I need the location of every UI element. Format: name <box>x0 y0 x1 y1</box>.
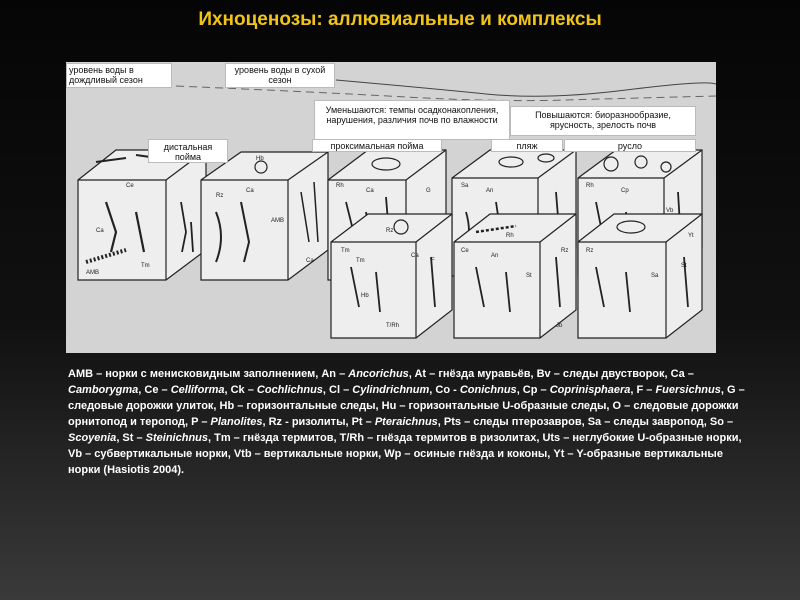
ichnotaxon-code: Rz <box>586 248 594 254</box>
ichnocenosis-figure <box>66 62 716 353</box>
legend-segment: Fuersichnus <box>655 384 721 396</box>
legend-segment: , Ce – <box>138 384 171 396</box>
channel-label: русло <box>564 139 696 152</box>
increase-label: Повышаются: биоразнообразие, ярусность, зрелость почв <box>510 106 696 136</box>
ichnotaxon-code: Ca <box>306 258 314 264</box>
ichnotaxon-code: Jb <box>556 323 563 329</box>
legend-segment: Cochlichnus <box>256 384 323 396</box>
legend-segment: Conichnus <box>459 384 517 396</box>
legend-text <box>68 366 748 478</box>
dry-season-line <box>176 86 716 101</box>
ichnotaxon-code: Ca <box>96 228 104 234</box>
ichnotaxon-code: An <box>491 253 499 259</box>
legend-segment: , Cp – <box>516 384 550 396</box>
legend-segment: Pteraichnus <box>374 416 438 428</box>
dry-season-label: уровень воды в сухой сезон <box>225 63 335 88</box>
wet-season-label: уровень воды в дождливый сезон <box>66 63 172 88</box>
legend-segment: Planolites <box>210 416 263 428</box>
distal-floodplain-label: дистальная пойма <box>148 139 228 163</box>
legend-segment: Steinichnus <box>145 432 208 444</box>
ichnotaxon-code: Rh <box>506 233 514 239</box>
ichnotaxon-code: Sa <box>461 183 469 189</box>
legend-segment: , F – <box>630 384 656 396</box>
legend-segment: Ancorichus <box>348 368 409 380</box>
ichnotaxon-code: Ca <box>411 253 419 259</box>
ichnotaxon-code: T/Rh <box>386 323 400 329</box>
ichnotaxon-code: Tm <box>341 248 350 254</box>
ichnotaxon-code: AMB <box>86 270 100 276</box>
legend-segment: Camborygma <box>68 384 139 396</box>
legend-segment: , At – гнёзда муравьёв, Bv – следы двустворок, Ca – <box>408 368 694 380</box>
legend-segment: Scoyenia <box>68 432 117 444</box>
ichnotaxon-code: Sa <box>651 273 659 279</box>
legend-segment: , Cl – <box>322 384 353 396</box>
decrease-label: Уменьшаются: темпы осадконакопления, нарушения, различия почв по влажности <box>314 100 510 140</box>
slide-title: Ихноценозы: аллювиальные и комплексы <box>198 9 602 30</box>
legend-segment: , Ck – <box>224 384 257 396</box>
ichnotaxon-code: Ca <box>366 188 374 194</box>
legend-segment: , G – следовые дорожки улиток, Hb – горизонтальные следы, Hu – горизонтальные U-образные следы, O – следовые дорожки орнитопод и теропод, P – <box>68 384 745 428</box>
ichnotaxon-code: Hb <box>361 293 369 299</box>
ichnotaxon-code: Cp <box>621 188 629 194</box>
legend-segment: , Rz - ризолиты, Pt – <box>262 416 375 428</box>
ichnotaxon-code: Vb <box>666 208 674 214</box>
ichnotaxon-code: St <box>681 263 687 269</box>
legend-segment: , St – <box>116 432 146 444</box>
legend-segment: AMB – норки с менисковидным заполнением, An – <box>68 368 349 380</box>
ichnotaxon-code: AMB <box>271 218 285 224</box>
ichnotaxon-code: G <box>426 188 431 194</box>
ichnotaxon-code: Yt <box>688 233 694 239</box>
block-7 <box>454 214 576 338</box>
surface-line <box>336 80 716 96</box>
ichnotaxon-code: Rh <box>586 183 594 189</box>
legend-segment: , Tm – гнёзда термитов, T/Rh – гнёзда термитов в ризолитах, Uts – неглубокие U-образные норки, Vb – субвертикальные норки, Vtb – вертикальные норки, Wp – осиные гнёзда и коконы, Yt – Y-образные вертикальные норки (Hasiotis 2004). <box>68 432 742 476</box>
ichnotaxon-code: Rz <box>216 193 224 199</box>
ichnotaxon-code: F <box>431 258 435 264</box>
legend-segment: Celliforma <box>170 384 225 396</box>
beach-label: пляж <box>491 139 563 152</box>
ichnotaxon-code: St <box>526 273 532 279</box>
ichnotaxon-code: Ce <box>461 248 469 254</box>
block-1 <box>78 150 206 280</box>
proximal-floodplain-label: проксимальная пойма <box>312 139 442 152</box>
ichnotaxon-code: Rz <box>561 248 569 254</box>
ichnotaxon-code: Tm <box>141 263 150 269</box>
ichnotaxon-code: Ce <box>126 183 134 189</box>
ichnotaxon-code: Rz <box>386 228 394 234</box>
legend-segment: Coprinisphaera <box>549 384 631 396</box>
ichnotaxon-code: Ca <box>246 188 254 194</box>
ichnotaxon-code: Tm <box>356 258 365 264</box>
ichnotaxon-code: An <box>486 188 494 194</box>
legend-segment: Cylindrichnum <box>352 384 430 396</box>
block-8 <box>578 214 702 338</box>
legend-segment: , Pts – следы птерозавров, Sa – следы завропод, So – <box>437 416 734 428</box>
legend-segment: , Co - <box>429 384 460 396</box>
ichnotaxon-code: Rh <box>336 183 344 189</box>
ichnotaxon-code: Hb <box>256 156 264 162</box>
